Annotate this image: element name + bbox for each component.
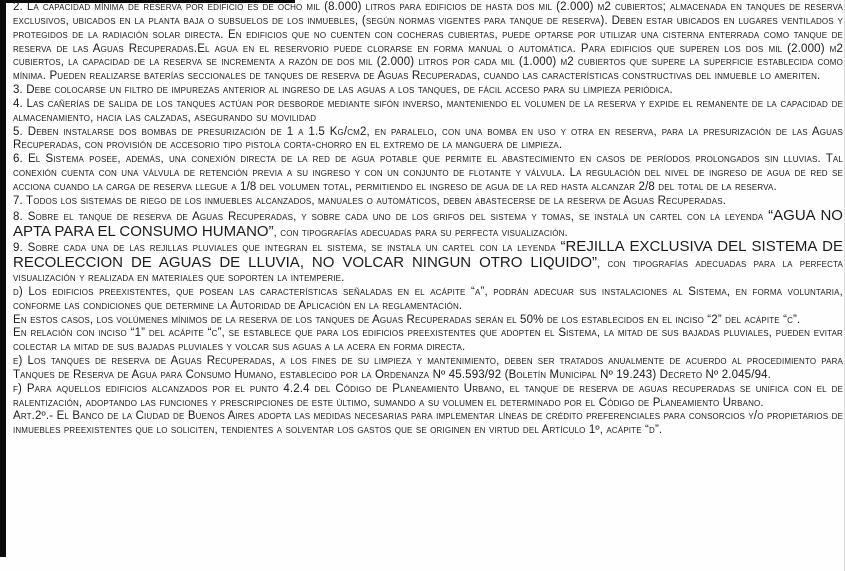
document-paragraph	[13, 286, 843, 314]
text-segment: 4. Las cañerías de salida de los tanques actúan por desborde mediante sifón inverso, manteniendo el volumen de la reserva y expide el remanente de la capacidad de almacenamiento, hacia las calzadas, asegurando su movilidad	[13, 97, 843, 124]
document-paragraph	[13, 195, 843, 209]
document-paragraph	[13, 410, 843, 438]
text-segment: En estos casos, los volúmenes mínimos de la reserva de los tanques de Aguas Recuperadas serán el 50% de los establecidos en el inciso “2” del acápite “c”.	[13, 313, 801, 326]
text-segment: e) Los tanques de reserva de Aguas Recuperadas, a los fines de su limpieza y mantenimiento, deben ser tratados anualmente de acuerdo al procedimiento para Tanques de Reserva de Agua para Consumo Humano, establecido por la Ordenanza Nº 45.593/92 (Boletín Municipal Nº 19.243) Decreto Nº 2.045/94.	[13, 355, 843, 381]
text-segment: 8. Sobre el tanque de reserva de Aguas Recuperadas, y sobre cada uno de los grifos del sistema y tomas, se instala un cartel con la leyenda	[13, 210, 769, 223]
document-paragraph	[13, 1, 843, 84]
document-paragraph	[13, 355, 843, 383]
document-paragraph	[13, 98, 843, 126]
text-segment: f) Para aquellos edificios alcanzados por el punto 4.2.4 del Código de Planeamiento Urbano, el tanque de reserva de aguas recuperadas se unifica con el de ralentización, adoptando las funciones y prescripciones de este último, sumando a su volumen el determinado por el Código de Planeamiento Urbano.	[13, 382, 843, 409]
document-paragraph	[13, 153, 843, 195]
text-segment: 7. Todos los sistemas de riego de los inmuebles alcanzados, manuales o automáticos, deben abastecerse de la reserva de Aguas Recuperadas.	[13, 194, 727, 207]
document-paragraph	[13, 327, 843, 355]
cartel-legend-text: “AGUA NO APTA PARA EL CONSUMO HUMANO”	[13, 206, 843, 240]
document-paragraph	[13, 126, 843, 154]
document-paragraph	[13, 383, 843, 411]
document-body	[13, 1, 843, 438]
cartel-legend-text: “REJILLA EXCLUSIVA DEL SISTEMA DE RECOLECCION DE AGUAS DE LLUVIA, NO VOLCAR NINGUN OTRO LIQUIDO”	[13, 238, 843, 272]
document-paragraph	[13, 314, 843, 328]
text-segment: , con tipografías adecuadas para la perfecta visualización y realizada en materiales que soporten la intemperie.	[13, 258, 843, 285]
text-segment: En relación con inciso “1” del acápite “c”, se establece que para los edificios preexistentes que adopten el Sistema, la mitad de sus bajadas pluviales, pueden evitar colectar la mitad de sus bajadas pluviales y volcar sus aguas a la acera en forma directa.	[13, 327, 843, 354]
left-margin-rule	[0, 0, 6, 557]
text-segment: , con tipografías adecuadas para su perfecta visualización.	[273, 226, 568, 239]
document-paragraph	[13, 206, 843, 241]
text-segment: 3. Debe colocarse un filtro de impurezas anterior al ingreso de las aguas a los tanques, de fácil acceso para su limpieza periódica.	[13, 84, 673, 97]
document-paragraph	[13, 84, 843, 98]
text-segment: 6. El Sistema posee, además, una conexión directa de la red de agua potable que permite el abastecimiento en casos de períodos prolongados sin lluvias. Tal conexión cuenta con una válvula de retención previa a su ingreso y con un conjunto de flotante y válvula. La regulación del nivel de ingreso de agua de red se acciona cuando la carga de reserva llegue a 1/8 del volumen total, permitiendo el ingreso de agua de la red hasta alcanzar 2/8 del total de la reserva.	[13, 153, 843, 193]
text-segment: 2. La capacidad mínima de reserva por edificio es de ocho mil (8.000) litros para edificios de hasta dos mil (2.000) m2 cubiertos; almacenada en tanques de reserva exclusivos, ubicados en la planta baja o subsuelos de los inmuebles, (según normas vigentes para tanque de reserva). Deben estar ubicados en lugares ventilados y protegidos de la radiación solar directa. En edificios que no cuenten con cocheras cubiertas, puede optarse por utilizar una cisterna enterrada como tanque de reserva de las Aguas Recuperadas.El agua en el reservorio puede clorarse en forma manual o automática. Para edificios que superen los dos mil (2.000) m2 cubiertos, la capacidad de la reserva se incrementa a razón de dos mil (2.000) litros por cada mil (1.000) m2 cubiertos que supere la superficie establecida como mínima. Pueden realizarse baterías seccionales de tanques de reserva de Aguas Recuperadas, cuando las características constructivas del inmueble lo ameriten.	[13, 1, 843, 83]
document-paragraph	[13, 240, 843, 286]
text-segment: 5. Deben instalarse dos bombas de presurización de 1 a 1.5 Kg/cm2, en paralelo, con una bomba en uso y otra en reserva, para la presurización de las Aguas Recuperadas, con provisión de accesorio tipo pistola corta-chorro en el extremo de la manguera de limpieza.	[13, 125, 843, 152]
text-segment: Art.2º.- El Banco de la Ciudad de Buenos Aires adopta las medidas necesarias para implementar líneas de crédito preferenciales para consorcios y/o propietarios de inmuebles preexistentes que lo soliciten, tendientes a solventar los gastos que se originen en virtud del Artículo 1º, acápite “d”.	[13, 410, 843, 437]
text-segment: d) Los edificios preexistentes, que posean las características señaladas en el acápite “a”, podrán adecuar sus instalaciones al Sistema, en forma voluntaria, conforme las condiciones que determine la Autoridad de Aplicación en la reglamentación.	[13, 285, 843, 312]
text-segment: 9. Sobre cada una de las rejillas pluviales que integran el sistema, se instala un cartel con la leyenda	[13, 242, 561, 255]
